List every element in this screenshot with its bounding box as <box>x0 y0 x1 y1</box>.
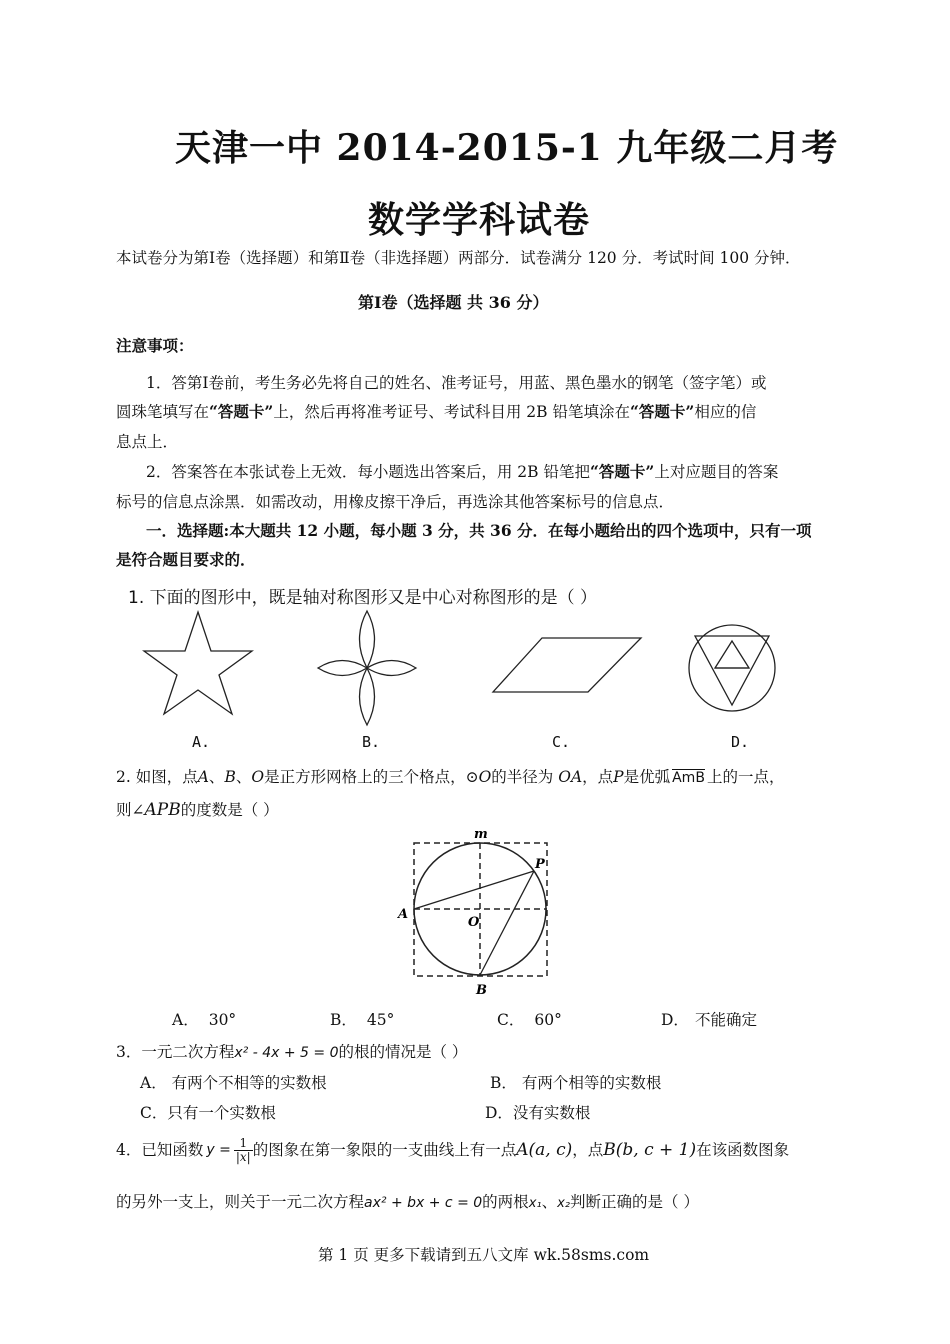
q4-line1: 4．已知函数 y = $\frac{1}{|x|}$ 的图象在第一象限的一支曲线上有一点 A(a, c) ，点 B(b, c + 1) 在该函数图象 <box>116 1136 790 1165</box>
q1-stem: 1. 下面的图形中，既是轴对称图形又是中心对称图形的是（ ） <box>128 588 598 608</box>
label-b: B <box>476 983 487 998</box>
q2-option-d: D． 不能确定 <box>661 1011 757 1029</box>
chord-ap <box>414 871 534 909</box>
q2-option-c: C． 60° <box>497 1011 562 1029</box>
notice-heading: 注意事项： <box>116 336 194 355</box>
label-o: O <box>468 915 480 930</box>
q1-option-c: C. <box>552 733 571 751</box>
q2-line2: 则∠APB的度数是（ ） <box>116 800 279 820</box>
part1-line2: 是符合题目要求的． <box>116 550 256 569</box>
q3-option-a: A． 有两个不相等的实数根 <box>140 1074 327 1092</box>
q3-option-c: C．只有一个实数根 <box>140 1104 276 1122</box>
label-a: A <box>398 907 409 922</box>
notice1-line1: 1．答第Ⅰ卷前，考生务必先将自己的姓名、准考证号，用蓝、黑色墨水的钢笔（签字笔）或 <box>146 374 767 392</box>
part1-line1: 一．选择题:本大题共 12 小题，每小题 3 分，共 36 分．在每小题给出的四个选项中，只有一项 <box>146 521 812 540</box>
page-footer: 第 1 页 更多下载请到五八文库 wk.58sms.com <box>318 1246 650 1264</box>
notice1-line3: 息点上． <box>116 433 179 451</box>
chord-pb <box>480 871 534 975</box>
notice1-line2: 圆珠笔填写在“答题卡”上，然后再将准考证号、考试科目用 2B 铅笔填涂在“答题卡”相应的信 <box>116 402 757 421</box>
notice2-line1: 2．答案答在本张试卷上无效．每小题选出答案后，用 2B 铅笔把“答题卡”上对应题目的答案 <box>146 462 779 481</box>
q1-option-d: D. <box>731 733 750 751</box>
intro-text: 本试卷分为第Ⅰ卷（选择题）和第Ⅱ卷（非选择题）两部分．试卷满分 120 分．考试时间 100 分钟． <box>116 249 801 267</box>
q2-option-b: B． 45° <box>330 1011 395 1029</box>
q2-line1: 2. 如图，点A、B、O是正方形网格上的三个格点，⊙O的半径为 OA，点P是优弧 AmB 上的一点， <box>116 768 785 786</box>
q1-option-a: A. <box>192 733 211 751</box>
label-p: P <box>535 857 545 872</box>
title-line-1: 天津一中 2014-2015-1 九年级二月考 <box>175 127 839 169</box>
q1-option-b: B. <box>362 733 381 751</box>
section-heading: 第Ⅰ卷（选择题 共 36 分） <box>358 293 549 312</box>
q3-stem: 3．一元二次方程x² - 4x + 5 = 0的根的情况是（ ） <box>116 1043 468 1061</box>
q3-option-b: B． 有两个相等的实数根 <box>490 1074 662 1092</box>
q4-line2: 的另外一支上，则关于一元二次方程ax² + bx + c = 0的两根x₁、x₂判断正确的是（ ） <box>116 1193 699 1211</box>
notice2-line2: 标号的信息点涂黑．如需改动，用橡皮擦干净后，再选涂其他答案标号的信息点． <box>116 493 675 511</box>
title-line-2: 数学学科试卷 <box>368 199 591 241</box>
q2-option-a: A． 30° <box>172 1011 237 1029</box>
q3-option-d: D．没有实数根 <box>485 1104 591 1122</box>
label-m: m <box>474 827 488 842</box>
